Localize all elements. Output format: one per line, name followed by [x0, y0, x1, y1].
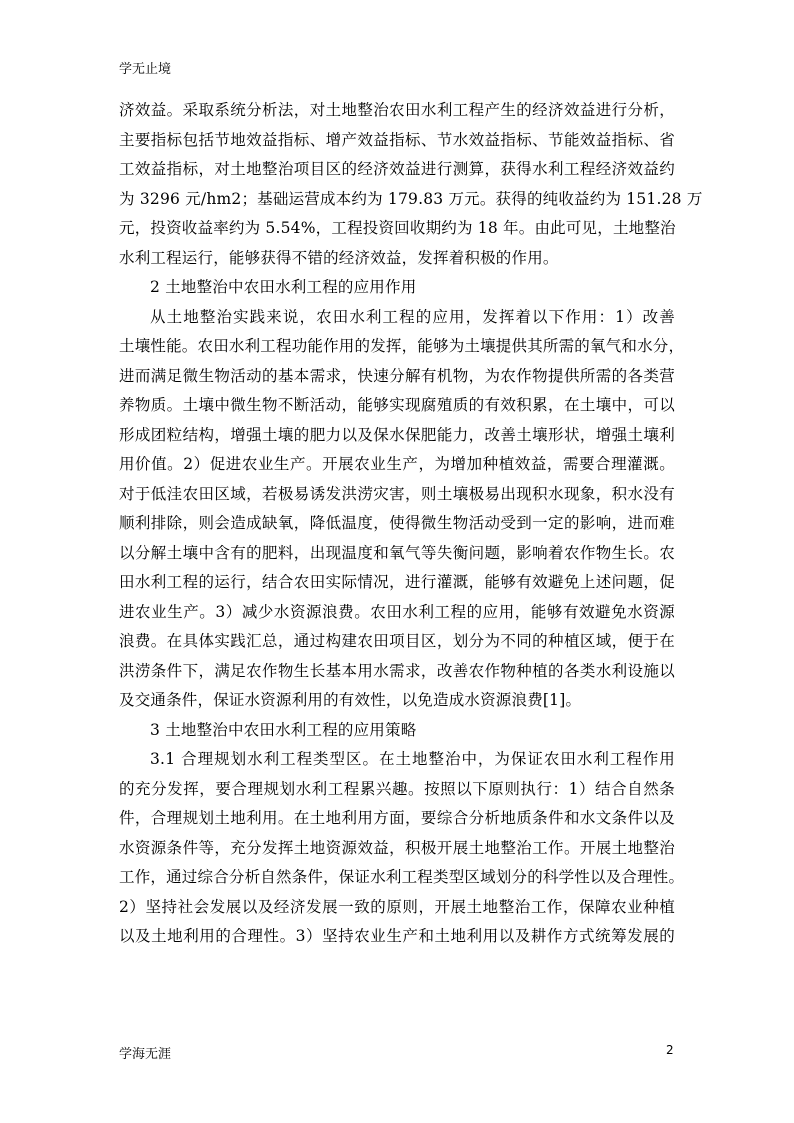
text-line: 从土地整治实践来说，农田水利工程的应用，发挥着以下作用：1）改善 [150, 307, 675, 326]
text-line: 水资源条件等，充分发挥土地资源效益，积极开展土地整治工作。开展土地整治 [119, 838, 675, 857]
text-line: 浪费。在具体实践汇总，通过构建农田项目区，划分为不同的种植区域，便于在 [119, 632, 675, 650]
text-line: 主要指标包括节地效益指标、增产效益指标、节水效益指标、节能效益指标、省 [119, 130, 675, 149]
text-line: 以及土地利用的合理性。3）坚持农业生产和土地利用以及耕作方式统筹发展的 [119, 927, 675, 945]
text-line: 土壤性能。农田水利工程功能作用的发挥，能够为土壤提供其所需的氧气和水分， [119, 337, 685, 355]
text-line: 件，合理规划土地利用。在土地利用方面，要综合分析地质条件和水文条件以及 [119, 809, 675, 827]
text-line: 工效益指标，对土地整治项目区的经济效益进行测算，获得水利工程经济效益约 [119, 160, 675, 178]
page-number: 2 [666, 1043, 674, 1057]
text-line: 及交通条件，保证水资源利用的有效性，以免造成水资源浪费[1]。 [119, 691, 582, 709]
page-footer-text: 学海无涯 [119, 1047, 172, 1062]
section-heading: 2 土地整治中农田水利工程的应用作用 [150, 278, 417, 296]
section-heading: 3 土地整治中农田水利工程的应用策略 [150, 720, 417, 739]
text-line: 元，投资收益率约为 5.54%，工程投资回收期约为 18 年。由此可见，土地整治 [119, 219, 676, 237]
text-line: 为 3296 元/hm2；基础运营成本约为 179.83 万元。获得的纯收益约为 151.28 万 [119, 189, 703, 208]
text-line: 顺利排除，则会造成缺氧，降低温度，使得微生物活动受到一定的影响，进而难 [119, 514, 675, 532]
body-text [119, 96, 703, 952]
text-line: 田水利工程的运行，结合农田实际情况，进行灌溉，能够有效避免上述问题，促 [119, 573, 675, 591]
text-line: 形成团粒结构，增强土壤的肥力以及保水保肥能力，改善土壤形状，增强土壤利 [119, 425, 675, 444]
text-line: 对于低洼农田区域，若极易诱发洪涝灾害，则土壤极易出现积水现象，积水没有 [119, 484, 675, 503]
text-line: 养物质。土壤中微生物不断活动，能够实现腐殖质的有效积累，在土壤中，可以 [119, 396, 675, 414]
text-line: 3.1 合理规划水利工程类型区。在土地整治中，为保证农田水利工程作用 [150, 750, 675, 768]
text-line: 洪涝条件下，满足农作物生长基本用水需求，改善农作物种植的各类水利设施以 [119, 661, 675, 680]
text-line: 济效益。采取系统分析法，对土地整治农田水利工程产生的经济效益进行分析， [119, 101, 675, 119]
text-line: 进农业生产。3）减少水资源浪费。农田水利工程的应用，能够有效避免水资源 [119, 602, 675, 621]
text-line: 用价值。2）促进农业生产。开展农业生产，为增加种植效益，需要合理灌溉。 [119, 455, 675, 473]
text-line: 的充分发挥，要合理规划水利工程累兴趣。按照以下原则执行：1）结合自然条 [119, 779, 675, 798]
text-line: 以分解土壤中含有的肥料，出现温度和氧气等失衡问题，影响着农作物生长。农 [119, 543, 675, 562]
text-line: 工作，通过综合分析自然条件，保证水利工程类型区域划分的科学性以及合理性。 [119, 868, 685, 886]
text-line: 进而满足微生物活动的基本需求，快速分解有机物，为农作物提供所需的各类营 [119, 366, 675, 385]
text-line: 水利工程运行，能够获得不错的经济效益，发挥着积极的作用。 [119, 248, 559, 267]
page-header: 学无止境 [119, 62, 172, 77]
text-line: 2）坚持社会发展以及经济发展一致的原则，开展土地整治工作，保障农业种植 [119, 897, 675, 916]
